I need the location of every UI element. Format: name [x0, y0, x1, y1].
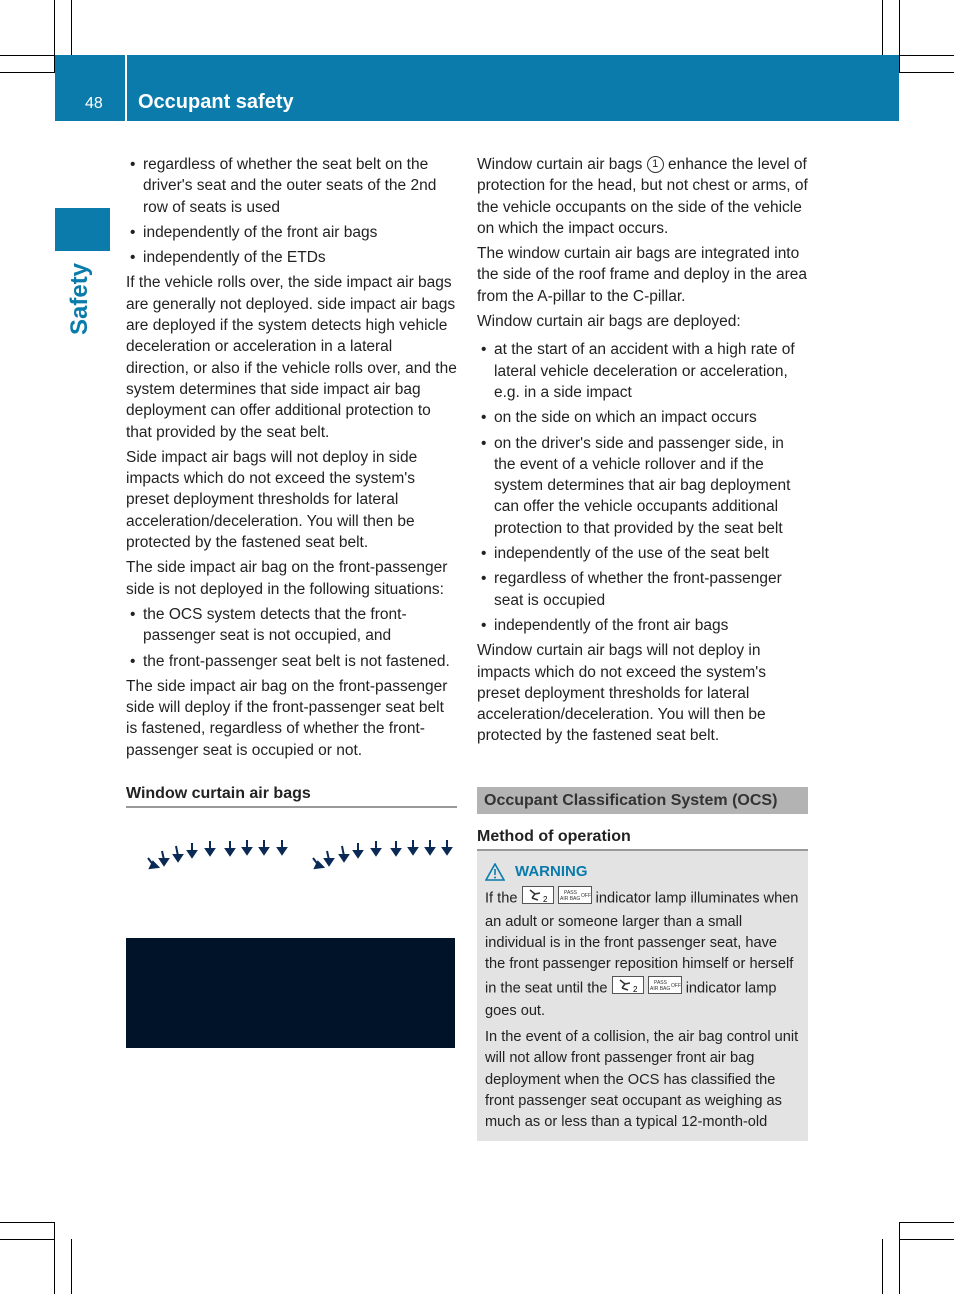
paragraph: The side impact air bag on the front-passenger side is not deployed in the following situations:: [126, 559, 448, 598]
passenger-airbag-off-icon: [558, 886, 592, 911]
bullet-list: [477, 339, 808, 636]
crop-mark: [899, 0, 900, 72]
crop-mark: [899, 1222, 954, 1223]
crop-mark: [899, 1239, 954, 1240]
paragraph: The window curtain air bags are integrated into the side of the roof frame and deploy in the area from the A-pillar to the C-pillar.: [477, 245, 808, 305]
airbag-illustration: [126, 818, 455, 1048]
crop-mark: [899, 72, 954, 73]
paragraph: Side impact air bags will not deploy in side impacts which do not exceed the system's preset deployment thresholds for lateral acceleration/deceleration. You will then be protected by the fastened seat belt.: [126, 448, 418, 552]
seat-occupant-icon: [522, 886, 554, 911]
page-title: Occupant safety: [138, 91, 294, 113]
header-divider: [125, 55, 127, 121]
airbag-arrows-image: [126, 818, 455, 938]
left-column: [126, 154, 457, 1048]
paragraph: Window curtain air bags are deployed:: [477, 313, 741, 331]
svg-text:PASS: PASS: [653, 979, 667, 986]
crop-mark: [0, 72, 55, 73]
warning-box: [477, 851, 808, 1141]
bullet-list: [126, 154, 457, 268]
svg-text:AIR BAG: AIR BAG: [559, 896, 580, 903]
text-run: enhance the level of protection for the head, but not chest or arms, of the vehicle occupants on the side of the vehicle on which the impact occurs.: [477, 156, 808, 237]
warning-label: WARNING: [515, 863, 588, 881]
list-item: • independently of the front air bags: [477, 615, 808, 636]
side-tab-label: Safety: [66, 262, 93, 335]
crop-mark: [71, 1239, 72, 1294]
list-item: • on the side on which an impact occurs: [477, 407, 808, 428]
paragraph: Window curtain air bags will not deploy in impacts which do not exceed the system's preset deployment thresholds for lateral acceleration/deceleration. You will then be protected by the fastened seat belt.: [477, 642, 766, 745]
list-item: • on the driver's side and passenger side, in the event of a vehicle rollover and if the system determines that air bag deployment can offer the vehicle occupants additional protection to that provided by the seat belt: [477, 433, 808, 539]
section-subheading: Window curtain air bags: [126, 783, 457, 808]
list-item: • independently of the front air bags: [126, 222, 457, 243]
svg-text:AIR BAG: AIR BAG: [649, 985, 670, 992]
svg-text:2: 2: [542, 895, 547, 905]
crop-mark: [54, 1222, 55, 1294]
warning-triangle-icon: [485, 863, 505, 881]
list-item: • regardless of whether the front-passenger seat is occupied: [477, 568, 808, 611]
seat-occupant-icon: [612, 976, 644, 1001]
ocs-section-heading: Occupant Classification System (OCS): [477, 787, 808, 814]
crop-mark: [899, 1222, 900, 1294]
warning-title: [485, 861, 800, 882]
callout-number: 1: [647, 156, 664, 173]
crop-mark: [0, 1239, 55, 1240]
text-run: Window curtain air bags: [477, 156, 647, 173]
method-subheading: Method of operation: [477, 826, 808, 851]
text-run: If the: [485, 890, 522, 907]
passenger-airbag-off-icon: [648, 976, 682, 1001]
right-column: [477, 154, 808, 1141]
paragraph: The side impact air bag on the front-passenger side will deploy if the front-passenger seat belt is fastened, regardless of whether the front-passenger seat is occupied or not.: [126, 677, 448, 759]
crop-mark: [71, 0, 72, 55]
side-tab-marker: [55, 208, 110, 251]
crop-mark: [882, 0, 883, 55]
bullet-list: [126, 604, 457, 672]
svg-text:2: 2: [632, 984, 638, 994]
list-item: • regardless of whether the seat belt on the driver's seat and the outer seats of the 2nd row of seats is used: [126, 154, 457, 218]
svg-text:PASS: PASS: [563, 890, 577, 897]
crop-mark: [882, 1239, 883, 1294]
paragraph: If the vehicle rolls over, the side impact air bags are generally not deployed. side impact air bags are deployed if the system detects high vehicle deceleration or acceleration in a lateral direction, or also if the vehicle rolls over, and the system determines that side impact air bag deployment can offer additional protection to that provided by the seat belt.: [126, 274, 457, 441]
text-run: indicator lamp illuminates when an adult or someone larger than a small individual is in the front passenger seat, have the front passenger reposition himself or herself in the seat until the: [485, 890, 799, 997]
crop-mark: [899, 55, 954, 56]
text-run: indicator lamp goes out.: [485, 980, 777, 1019]
page-number: 48: [85, 95, 103, 112]
crop-mark: [0, 1222, 55, 1223]
page-header: [55, 55, 899, 121]
list-item: • at the start of an accident with a high rate of lateral vehicle deceleration or acceleration, e.g. in a side impact: [477, 339, 808, 403]
svg-text:OFF: OFF: [670, 982, 681, 989]
illustration-dark-panel: [126, 938, 455, 1048]
list-item: • independently of the use of the seat belt: [477, 543, 808, 564]
list-item: • the OCS system detects that the front-passenger seat is not occupied, and: [126, 604, 457, 647]
warning-paragraph: In the event of a collision, the air bag control unit will not allow front passenger front air bag deployment when the OCS has classified the front passenger seat occupant as weighing as much as or less than a typical 12-month-old: [485, 1029, 799, 1131]
warning-paragraph: [485, 886, 800, 1022]
list-item: • independently of the ETDs: [126, 247, 457, 268]
crop-mark: [0, 55, 55, 56]
paragraph: [477, 154, 808, 239]
svg-text:OFF: OFF: [580, 893, 591, 900]
list-item: • the front-passenger seat belt is not fastened.: [126, 651, 457, 672]
